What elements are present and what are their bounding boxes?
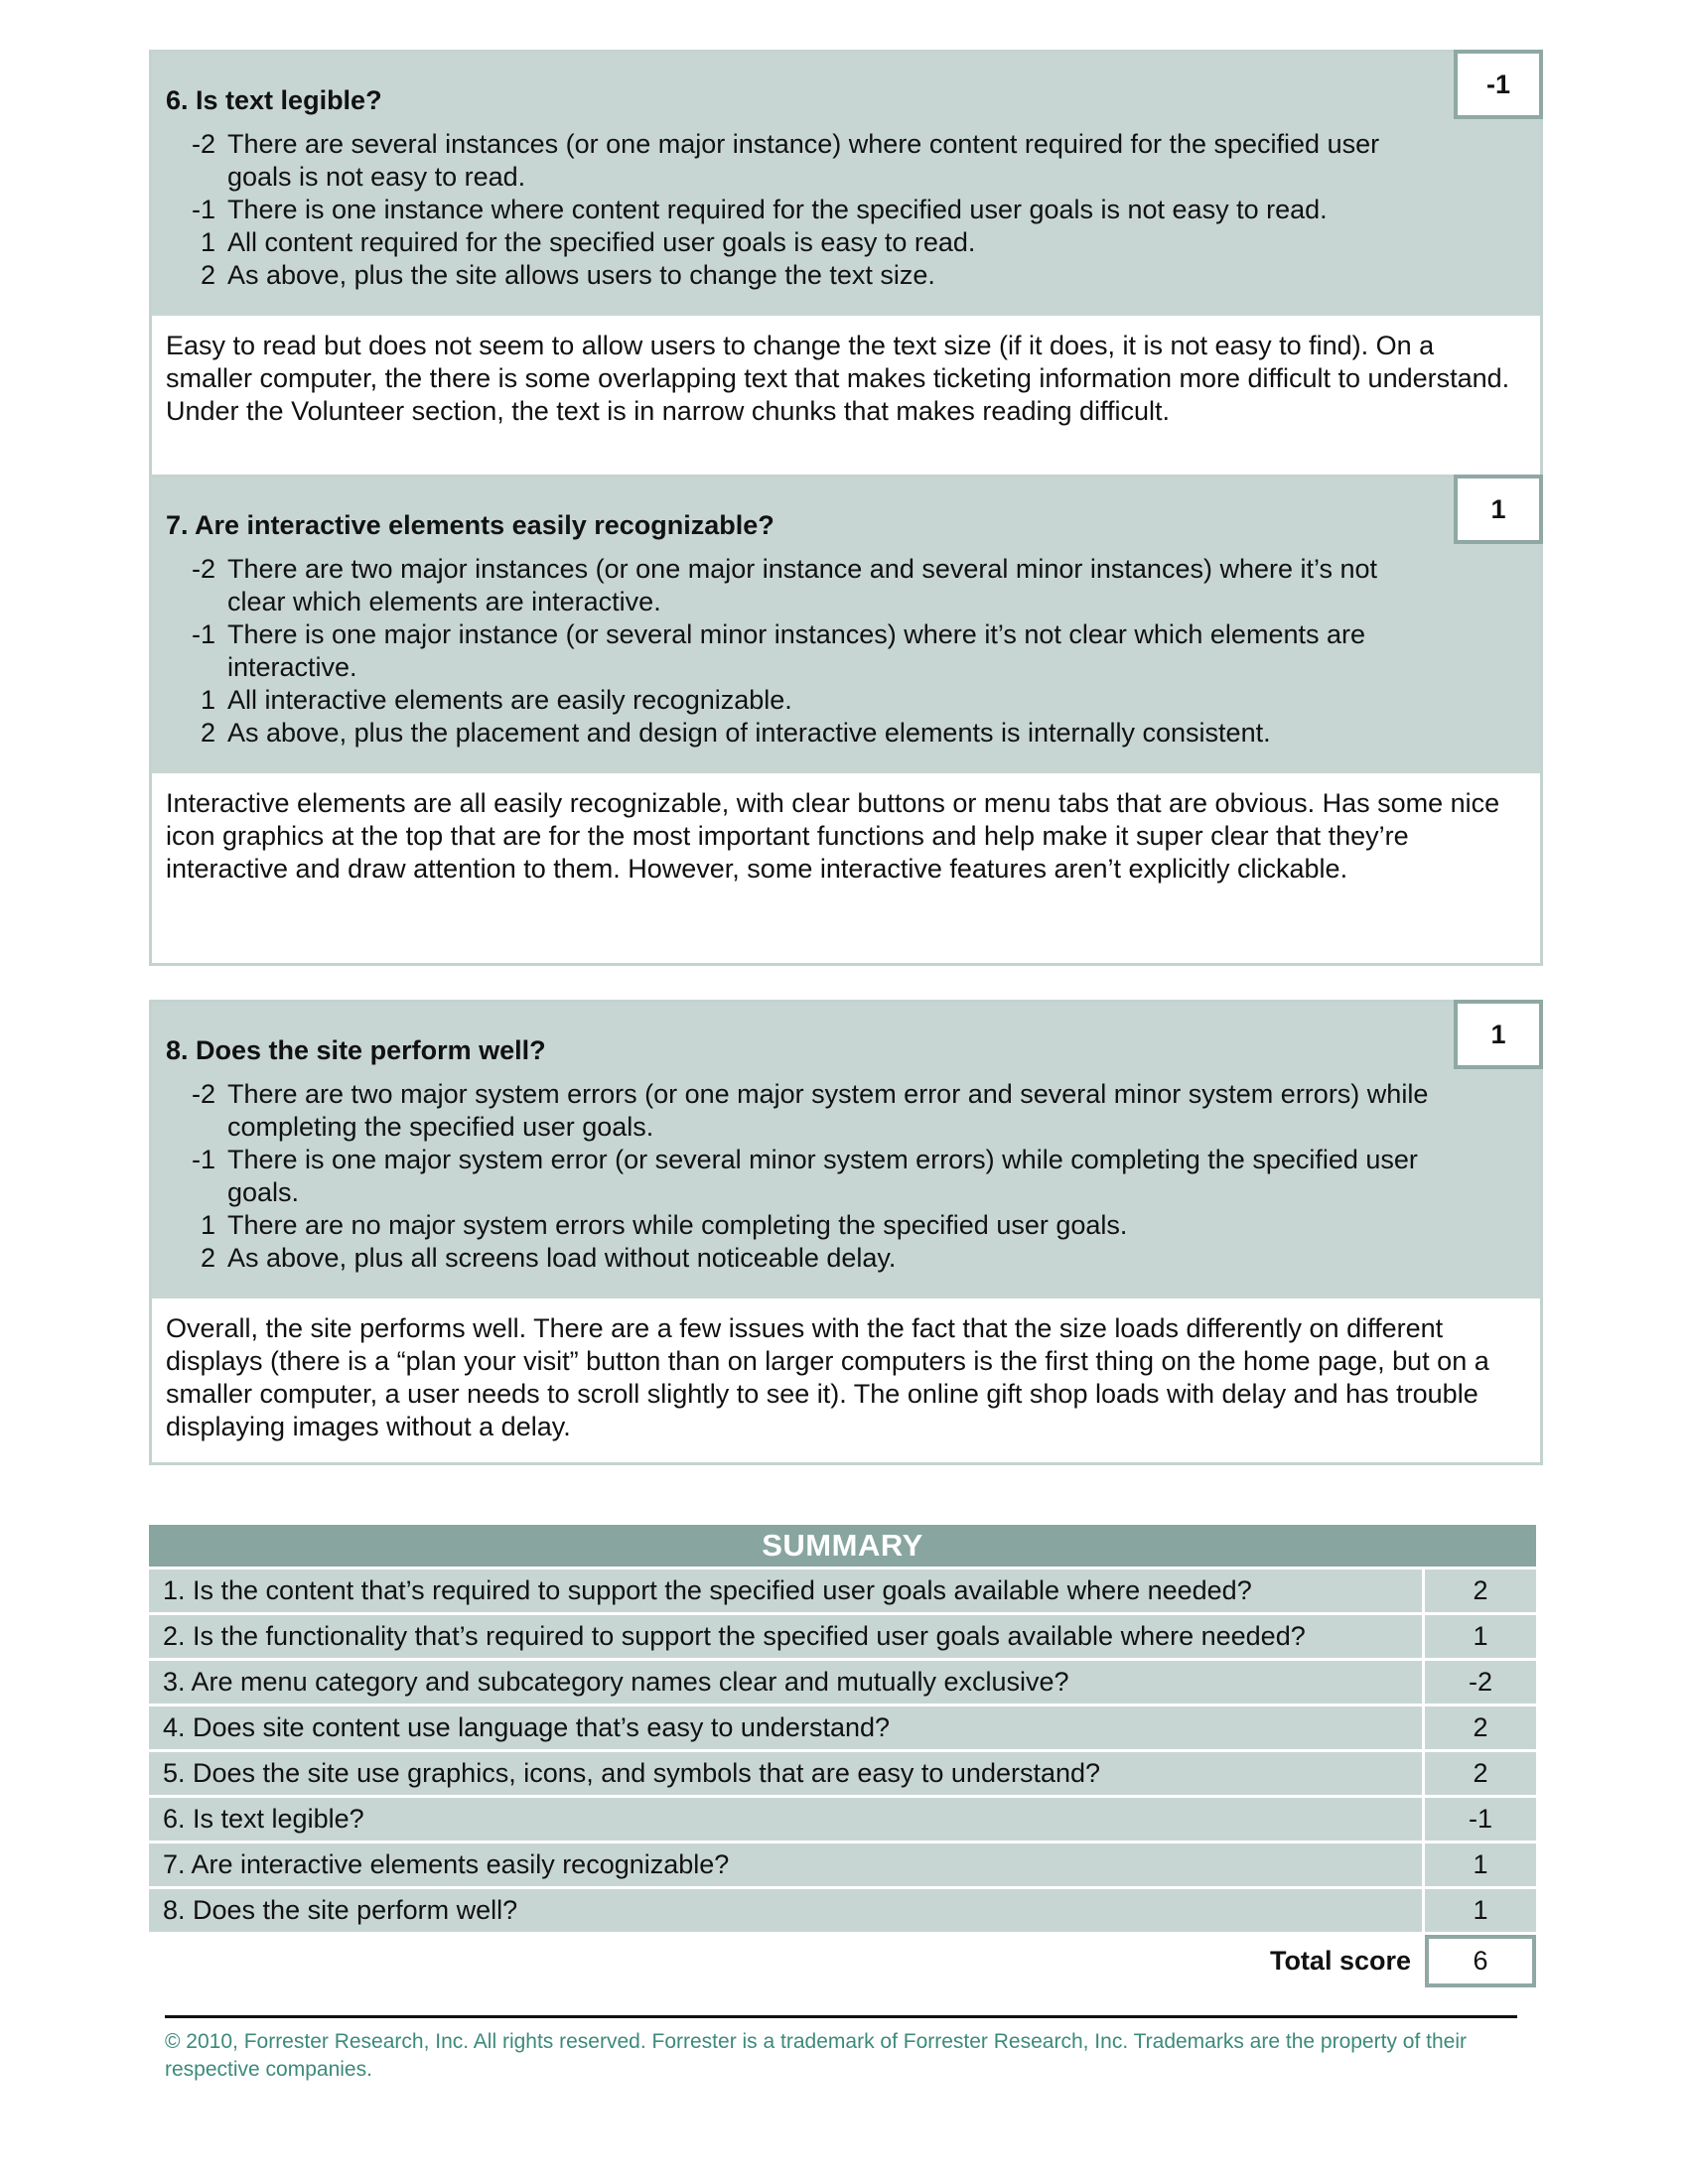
criterion-item	[166, 194, 1441, 226]
question-section-8	[149, 1000, 1543, 1465]
summary-score: 1	[1422, 1843, 1536, 1886]
criteria-list	[166, 1078, 1441, 1275]
criterion-text: There is one instance where content required for the specified user goals is not easy to read.	[227, 195, 1328, 224]
criterion-score: -1	[191, 619, 215, 649]
criterion-text: There is one major instance (or several minor instances) where it’s not clear which elements are interactive.	[227, 619, 1365, 682]
summary-score: 2	[1422, 1570, 1536, 1612]
total-score-label: Total score	[1269, 1946, 1411, 1976]
criterion-score: 2	[200, 718, 215, 748]
summary-row	[149, 1889, 1536, 1932]
summary-row	[149, 1752, 1536, 1795]
criterion-text: There are several instances (or one major instance) where content required for the specified user goals is not easy to read.	[227, 129, 1380, 192]
criterion-item	[166, 1209, 1441, 1242]
footer-divider	[165, 2015, 1517, 2018]
criterion-score: 1	[200, 1210, 215, 1240]
criterion-score: 1	[200, 227, 215, 257]
criterion-score: -2	[191, 554, 215, 584]
summary-score: -2	[1422, 1661, 1536, 1704]
question-score-box: 1	[1454, 475, 1543, 544]
criterion-text: There are two major instances (or one major instance and several minor instances) where it’s not clear which elements are interactive.	[227, 554, 1378, 616]
criterion-item	[166, 553, 1441, 618]
total-score-value: 6	[1425, 1935, 1536, 1987]
criterion-text: All interactive elements are easily recognizable.	[227, 685, 792, 715]
summary-question: 7. Are interactive elements easily recognizable?	[163, 1849, 730, 1879]
question-header	[152, 478, 1540, 773]
copyright-notice: © 2010, Forrester Research, Inc. All rights reserved. Forrester is a trademark of Forrester Research, Inc. Trademarks are the property of their respective companies.	[165, 2030, 1467, 2081]
summary-score: 2	[1422, 1706, 1536, 1749]
total-score-row	[149, 1935, 1536, 1987]
summary-question: 4. Does site content use language that’s easy to understand?	[163, 1712, 891, 1742]
summary-row	[149, 1798, 1536, 1841]
summary-question: 6. Is text legible?	[163, 1804, 364, 1834]
criterion-item	[166, 618, 1441, 684]
criterion-text: There are no major system errors while completing the specified user goals.	[227, 1210, 1128, 1240]
summary-question: 3. Are menu category and subcategory names clear and mutually exclusive?	[163, 1667, 1069, 1697]
question-section-7	[149, 475, 1543, 966]
summary-question: 2. Is the functionality that’s required to support the specified user goals available where needed?	[163, 1621, 1306, 1651]
criterion-item	[166, 1144, 1441, 1209]
summary-question: 1. Is the content that’s required to support the specified user goals available where needed?	[163, 1575, 1252, 1605]
criterion-score: -2	[191, 129, 215, 159]
criterion-text: All content required for the specified user goals is easy to read.	[227, 227, 976, 257]
criterion-item	[166, 1078, 1441, 1144]
summary-title: SUMMARY	[149, 1525, 1536, 1567]
criterion-text: As above, plus the placement and design of interactive elements is internally consistent.	[227, 718, 1271, 748]
summary-score: 1	[1422, 1889, 1536, 1932]
summary-score: -1	[1422, 1798, 1536, 1841]
criterion-item	[166, 684, 1441, 717]
criterion-score: 2	[200, 260, 215, 290]
criterion-item	[166, 259, 1441, 292]
criterion-text: As above, plus the site allows users to change the text size.	[227, 260, 935, 290]
summary-row	[149, 1843, 1536, 1886]
criterion-score: 1	[200, 685, 215, 715]
summary-row	[149, 1661, 1536, 1704]
question-header	[152, 53, 1540, 316]
criterion-text: There are two major system errors (or one major system error and several minor system errors) while completing the specified user goals.	[227, 1079, 1429, 1142]
question-title: 8. Does the site perform well?	[166, 1035, 546, 1065]
summary-row	[149, 1570, 1536, 1612]
criterion-score: 2	[200, 1243, 215, 1273]
evaluator-comment: Interactive elements are all easily recognizable, with clear buttons or menu tabs that are obvious. Has some nice icon graphics at the top that are for the most important functions and help make it super clear that they’re interactive and draw attention to them. However, some interactive features aren’t explicitly clickable.	[166, 788, 1500, 884]
criteria-list	[166, 128, 1441, 292]
criterion-item	[166, 717, 1441, 750]
summary-question: 5. Does the site use graphics, icons, and symbols that are easy to understand?	[163, 1758, 1101, 1788]
summary-score: 1	[1422, 1615, 1536, 1658]
summary-row	[149, 1615, 1536, 1658]
summary-question: 8. Does the site perform well?	[163, 1895, 518, 1925]
criterion-text: As above, plus all screens load without noticeable delay.	[227, 1243, 897, 1273]
summary-row	[149, 1706, 1536, 1749]
criterion-item	[166, 1242, 1441, 1275]
criterion-item	[166, 226, 1441, 259]
summary-score: 2	[1422, 1752, 1536, 1795]
question-title: 7. Are interactive elements easily recognizable?	[166, 510, 774, 540]
criterion-score: -1	[191, 1145, 215, 1174]
criterion-text: There is one major system error (or several minor system errors) while completing the specified user goals.	[227, 1145, 1418, 1207]
criterion-item	[166, 128, 1441, 194]
criteria-list	[166, 553, 1441, 750]
summary-table	[149, 1525, 1536, 1987]
question-title: 6. Is text legible?	[166, 85, 382, 115]
criterion-score: -1	[191, 195, 215, 224]
question-score-box: 1	[1454, 1000, 1543, 1069]
question-header	[152, 1003, 1540, 1298]
evaluator-comment: Overall, the site performs well. There are a few issues with the fact that the size loads differently on different displays (there is a “plan your visit” button than on larger computers is the first thing on the home page, but on a smaller computer, a user needs to scroll slightly to see it). The online gift shop loads with delay and has trouble displaying images without a delay.	[166, 1313, 1489, 1441]
evaluator-comment: Easy to read but does not seem to allow users to change the text size (if it does, it is not easy to find). On a smaller computer, the there is some overlapping text that makes ticketing information more difficult to understand. Under the Volunteer section, the text is in narrow chunks that makes reading difficult.	[166, 331, 1510, 426]
question-score-box: -1	[1454, 50, 1543, 119]
criterion-score: -2	[191, 1079, 215, 1109]
question-section-6	[149, 50, 1543, 478]
